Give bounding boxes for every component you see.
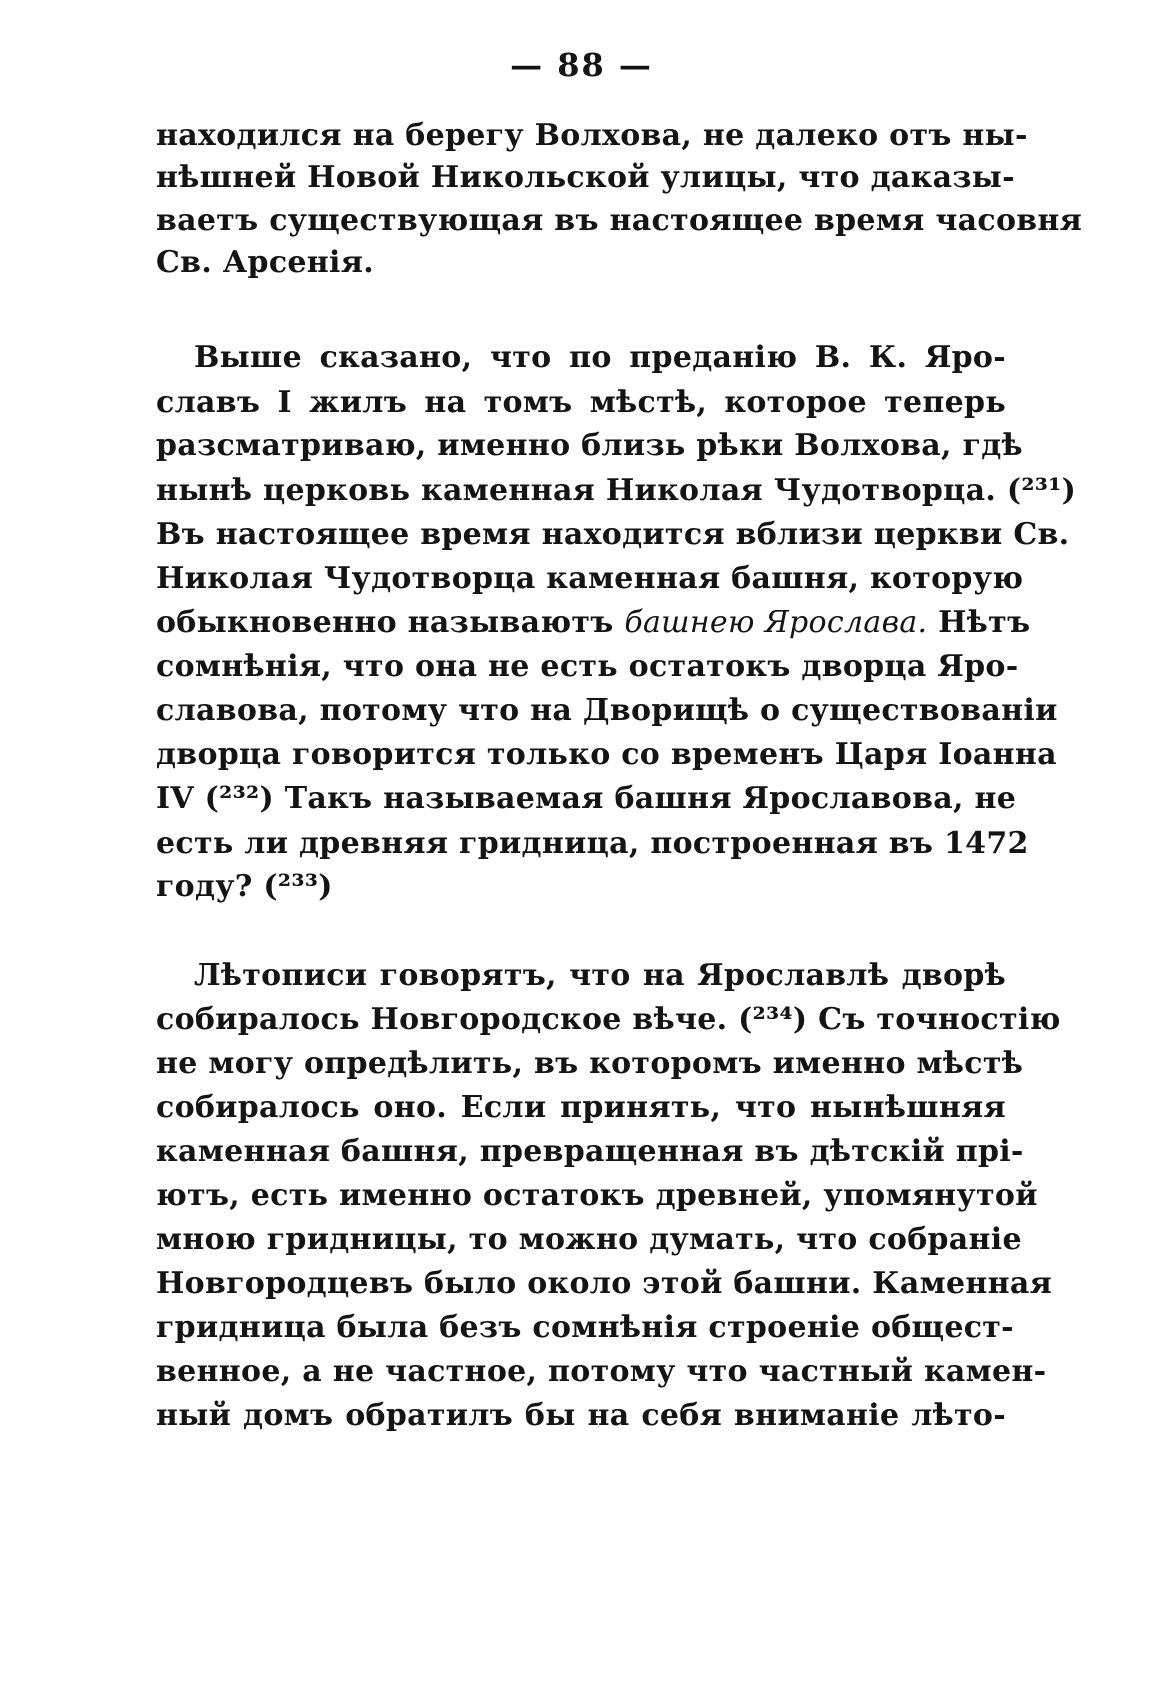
text-line: славъ I жилъ на томъ мѣстѣ, которое теперь xyxy=(156,385,1006,420)
text-line: сомнѣнія, что она не есть остатокъ дворца Яро- xyxy=(156,649,1019,684)
text-line: разсматриваю, именно близь рѣки Волхова, гдѣ xyxy=(156,428,1023,463)
text-line: дворца говорится только со временъ Царя Іоанна xyxy=(156,737,1057,772)
text-line: нынѣ церковь каменная Николая Чудотворца. (²³¹) xyxy=(156,473,1077,508)
page-number: — 88 — xyxy=(510,46,653,84)
text-line: Новгородцевъ было около этой башни. Каменная xyxy=(156,1266,1053,1301)
text-line: Выше сказано, что по преданію В. К. Яро- xyxy=(194,340,1006,375)
text-line: мною гридницы, то можно думать, что собраніе xyxy=(156,1222,1022,1257)
text-line-with-italic xyxy=(156,605,1031,641)
italic-phrase: башнею Ярослава. xyxy=(624,605,928,640)
text-line: есть ли древняя гридница, построенная въ 1472 xyxy=(156,826,1029,861)
text-line: собиралось Новгородское вѣче. (²³⁴) Съ точностію xyxy=(156,1002,1061,1037)
text-line: Въ настоящее время находится вблизи церкви Св. xyxy=(156,517,1070,552)
text-line: году? (²³³) xyxy=(156,869,333,904)
text-line: гридница была безъ сомнѣнія строеніе общест- xyxy=(156,1310,1014,1345)
text-line: славова, потому что на Дворищѣ о существованіи xyxy=(156,693,1058,728)
text-line: каменная башня, превращенная въ дѣтскій прі- xyxy=(156,1134,1024,1169)
text-line: Св. Арсенія. xyxy=(156,245,374,280)
text-segment: Нѣтъ xyxy=(938,605,1031,640)
text-line: нѣшней Новой Никольской улицы, что даказы- xyxy=(156,160,1015,195)
text-line: Николая Чудотворца каменная башня, которую xyxy=(156,561,1024,596)
text-line: находился на берегу Волхова, не далеко отъ ны- xyxy=(156,118,1028,153)
text-line: Лѣтописи говорятъ, что на Ярославлѣ дворѣ xyxy=(194,958,1006,993)
text-line: собиралось оно. Если принять, что нынѣшняя xyxy=(156,1090,1006,1125)
text-line: ваетъ существующая въ настоящее время часовня xyxy=(156,203,1083,238)
text-line: не могу опредѣлить, въ которомъ именно мѣстѣ xyxy=(156,1046,1024,1081)
text-line: венное, а не частное, потому что частный камен- xyxy=(156,1354,1047,1389)
text-line: IV (²³²) Такъ называемая башня Ярославова, не xyxy=(156,781,1017,816)
text-segment: обыкновенно называютъ xyxy=(156,605,614,640)
text-line: ютъ, есть именно остатокъ древней, упомянутой xyxy=(156,1178,1038,1213)
text-line: ный домъ обратилъ бы на себя вниманіе лѣто- xyxy=(156,1398,1006,1433)
